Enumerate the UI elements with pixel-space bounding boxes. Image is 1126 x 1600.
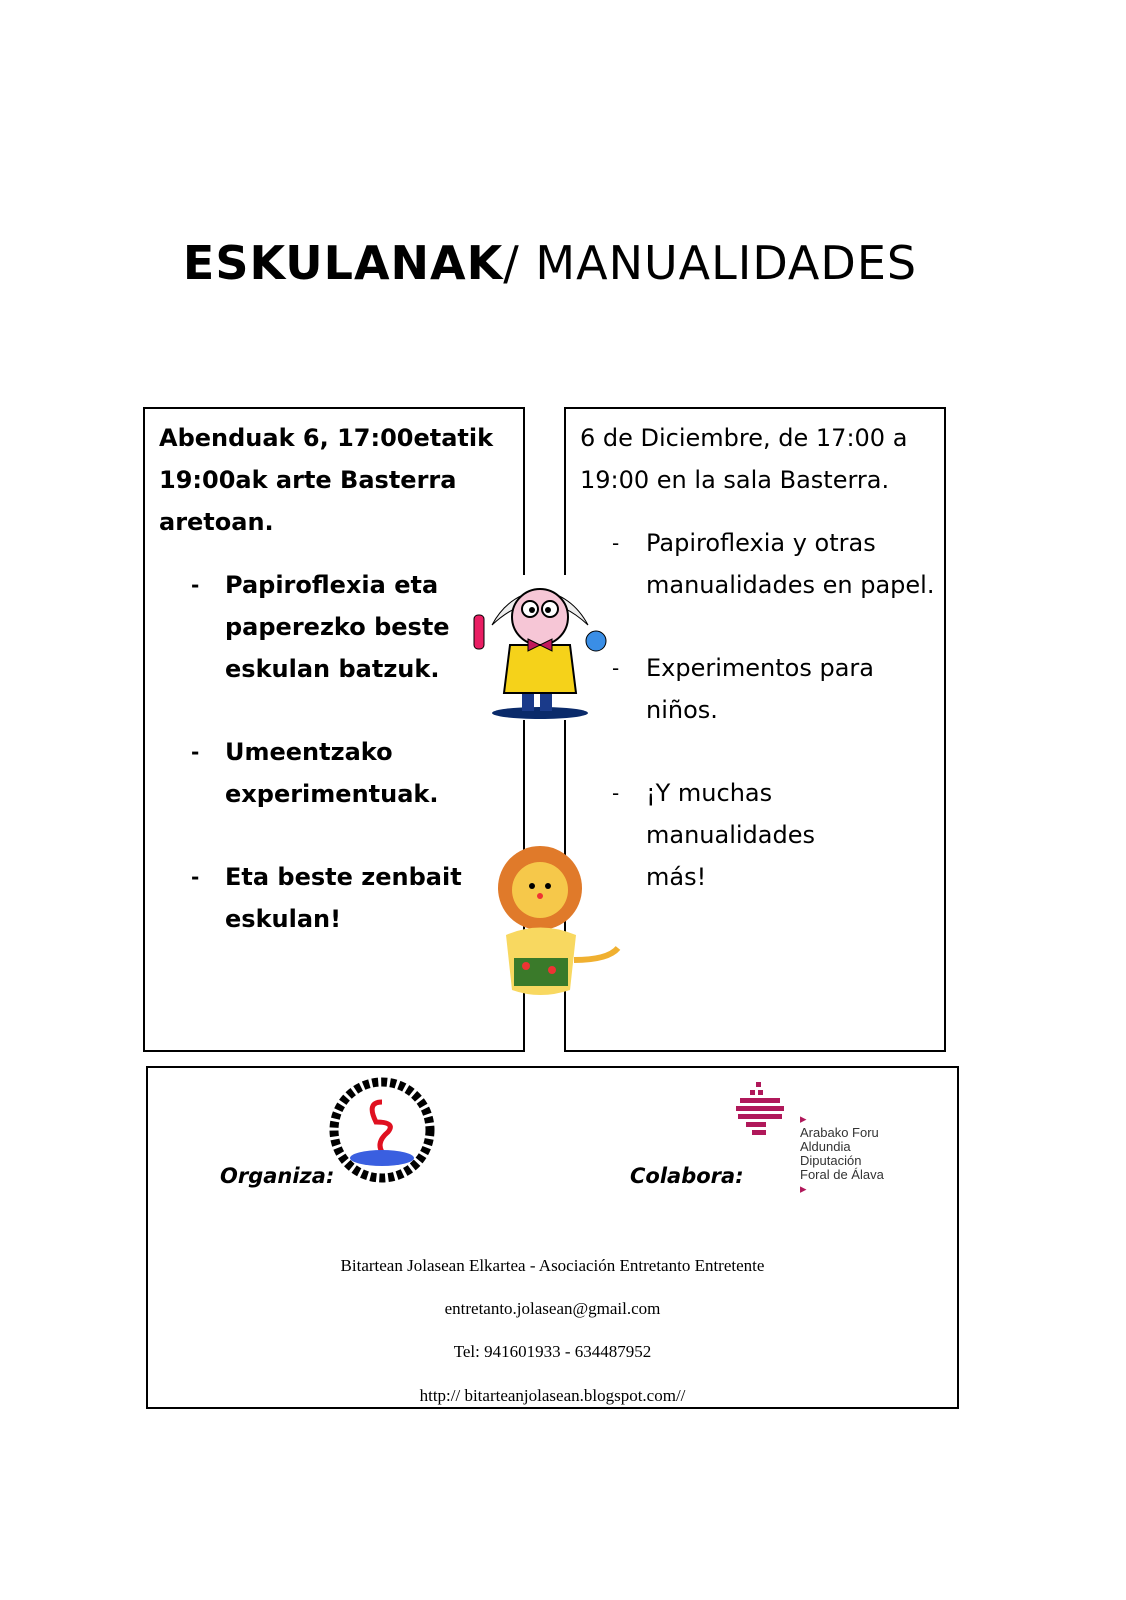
list-item: - ¡Y muchas manualidades más! [612,779,815,891]
page-title: ESKULANAK/ MANUALIDADES [182,236,918,290]
scientist-illustration [462,575,612,720]
lion-craft-illustration [478,840,628,1000]
intro-text: 6 de Diciembre, de 17:00 a 19:00 en la sala Basterra. [580,424,908,494]
list-item: - Eta beste zenbait eskulan! [191,863,462,933]
list-item: - Papiroflexia y otras manualidades en papel. [612,529,935,599]
association-name: Bitartean Jolasean Elkartea - Asociación Entretanto Entretente [340,1256,765,1275]
list-item: - Umeentzako experimentuak. [191,738,439,808]
footer-box [146,1066,959,1409]
diputacion-alava-logo-mark [736,1082,792,1138]
phone-text: Tel: 941601933 - 634487952 [453,1342,652,1361]
email-text: entretanto.jolasean@gmail.com [444,1299,661,1318]
website-link[interactable]: http:// bitarteanjolasean.blogspot.com// [419,1386,686,1405]
list-item: - Experimentos para niños. [612,654,874,724]
intro-text: Abenduak 6, 17:00etatik 19:00ak arte Basterra aretoan. [159,424,494,536]
diputacion-alava-text: ▸ Arabako Foru Aldundia Diputación Foral de Álava ▸ [800,1111,884,1196]
colabora-label: Colabora: [630,1164,744,1188]
basque-info-box [143,407,525,1052]
bitartean-jolasean-logo [326,1072,438,1190]
list-item: - Papiroflexia eta paperezko beste eskulan batzuk. [191,571,450,683]
organiza-label: Organiza: [220,1164,335,1188]
